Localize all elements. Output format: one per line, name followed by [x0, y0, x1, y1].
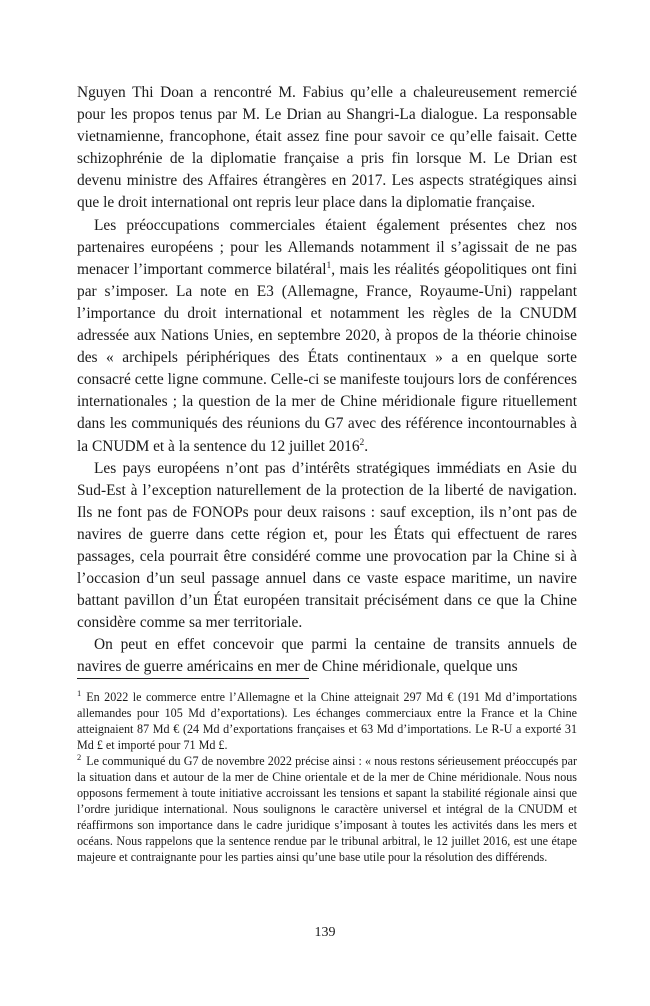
paragraph-1-text: Nguyen Thi Doan a rencontré M. Fabius qu’elle a chaleureusement remercié pour les propos tenus par M. Le Drian au Shangri-La dialogue. La responsable vietnamienne, francophone, était assez fine pour savoir ce qu’elle faisait. Cette schizophrénie de la diplomatie française a pris fin lorsque M. Le Drian est devenu ministre des Affaires étrangères en 2017. Les aspects stratégiques ainsi que le droit international ont repris leur place dans la diplomatie française. [77, 84, 577, 212]
paragraph-1 [77, 82, 577, 215]
paragraph-2-text-c: . [364, 437, 369, 455]
paragraph-4 [77, 634, 577, 678]
footnote-2-marker: 2 [77, 751, 82, 762]
paragraph-4-text: On peut en effet concevoir que parmi la centaine de transits annuels de navires de guerre américains en mer de Chine méridionale, quelque uns [77, 636, 577, 676]
paragraph-2 [77, 215, 577, 458]
footnote-ref-1[interactable]: 1 [326, 260, 332, 271]
paragraph-3 [77, 458, 577, 635]
footnote-2-text: Le communiqué du G7 de novembre 2022 précise ainsi : « nous restons sérieusement préoccupés par la situation dans et autour de la mer de Chine orientale et de la mer de Chine méridionale. Nous nous opposons fermement à toute initiative accroissant les tensions et sapant la stabilité régionale ainsi que l’ordre juridique international. Nous soulignons le caractère universel et intégral de la CNUDM et réaffirmons son importance dans le cadre juridique s’imposant à toutes les activités dans les mers et océans. Nous rappelons que la sentence rendue par le tribunal arbitral, le 12 juillet 2016, est une étape majeure et contraignante pour les parties ainsi qu’une base utile pour la résolution des différends. [77, 754, 577, 864]
body-text [77, 82, 577, 679]
footnote-2 [77, 753, 577, 865]
footnote-ref-2[interactable]: 2 [359, 437, 365, 448]
page-number: 139 [314, 925, 336, 940]
paragraph-2-text-b: , mais les réalités géopolitiques ont fini par s’imposer. La note en E3 (Allemagne, France, Royaume-Uni) rappelant l’importance du droit international et notamment les règles de la CNUDM adressée aux Nations Unies, en septembre 2020, à propos de la théorie chinoise des « archipels périphériques des États continentaux » a en quelque sorte consacré cette ligne commune. Celle-ci se manifeste toujours lors de conférences internationales ; la question de la mer de Chine méridionale figure rituellement dans les communiqués des réunions du G7 avec des référence incontournables à la CNUDM et à la sentence du 12 juillet 2016 [77, 260, 577, 455]
footnote-1-text: En 2022 le commerce entre l’Allemagne et la Chine atteignait 297 Md € (191 Md d’importations allemandes pour 105 Md d’exportations). Les échanges commerciaux entre la France et la Chine atteignaient 87 Md € (24 Md d’exportations françaises et 63 Md d’importations. Le R-U a exporté 31 Md £ et importé pour 71 Md £. [77, 690, 577, 752]
footnote-1 [77, 689, 577, 753]
footnotes [77, 689, 577, 865]
footnote-separator [77, 678, 309, 679]
paragraph-3-text: Les pays européens n’ont pas d’intérêts stratégiques immédiats en Asie du Sud-Est à l’exception naturellement de la protection de la liberté de navigation. Ils ne font pas de FONOPs pour deux raisons : sauf exception, ils n’ont pas de navires de guerre dans cette région et, pour les États qui effectuent de rares passages, cela pourrait être considéré comme une provocation par la Chine si à l’occasion d’un seul passage annuel dans ce vaste espace maritime, un navire battant pavillon d’un État européen transitait précisément dans ce que la Chine considère comme sa mer territoriale. [77, 459, 577, 632]
footnote-1-marker: 1 [77, 687, 82, 698]
paragraph-2-text-a: Les préoccupations commerciales étaient également présentes chez nos partenaires européens ; pour les Allemands notamment il s’agissait de ne pas menacer l’important commerce bilatéral [77, 216, 577, 278]
